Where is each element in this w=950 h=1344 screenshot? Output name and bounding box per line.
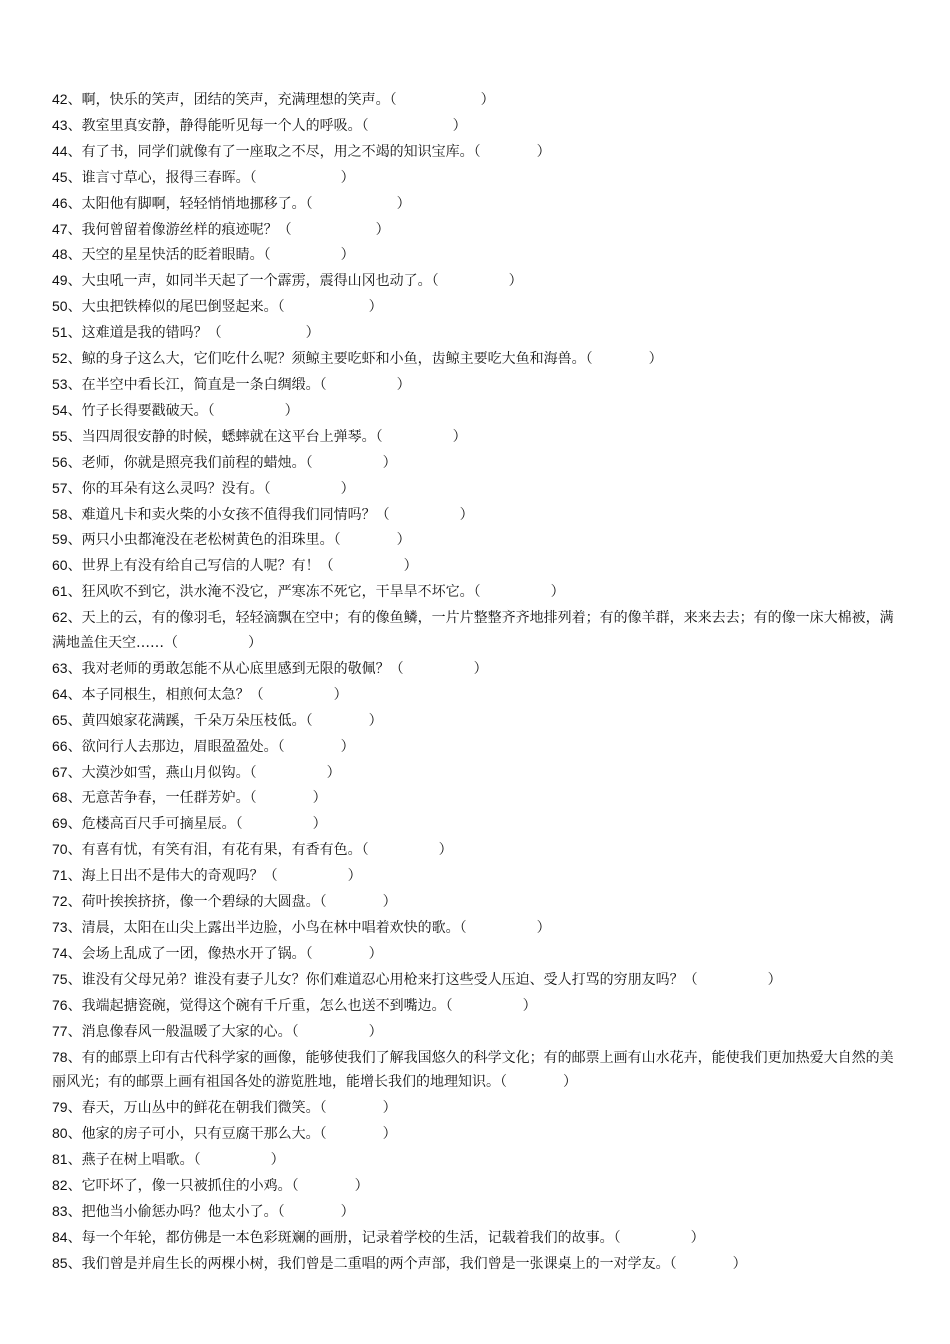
exercise-item — [52, 217, 902, 243]
item-sentence: 会场上乱成了一团，像热水开了锅。（ ） — [81, 945, 383, 962]
item-sentence: 荷叶挨挨挤挤，像一个碧绿的大圆盘。（ ） — [81, 894, 397, 911]
item-sentence: 当四周很安静的时候，蟋蟀就在这平台上弹琴。（ ） — [81, 428, 467, 445]
item-number: 48、 — [52, 246, 82, 263]
item-sentence: 啊，快乐的笑声，团结的笑声，充满理想的笑声。（ ） — [81, 92, 495, 108]
item-sentence: 教室里真安静，静得能听见每一个人的呼吸。（ ） — [81, 117, 467, 134]
item-number: 58、 — [52, 505, 82, 522]
exercise-item — [52, 941, 902, 967]
exercise-item — [52, 605, 902, 656]
exercise-item — [52, 785, 902, 811]
item-sentence: 本子同根生，相煎何太急？（ ） — [81, 686, 348, 703]
item-sentence: 我何曾留着像游丝样的痕迹呢？（ ） — [81, 221, 390, 238]
exercise-item — [52, 811, 902, 837]
item-number: 52、 — [52, 350, 82, 367]
exercise-item — [52, 579, 902, 605]
exercise-item — [52, 1251, 902, 1277]
item-number: 66、 — [52, 737, 82, 754]
exercise-item — [52, 967, 902, 993]
item-sentence: 欲问行人去那边，眉眼盈盈处。（ ） — [81, 738, 355, 755]
exercise-item — [52, 837, 902, 863]
item-sentence: 有了书，同学们就像有了一座取之不尽，用之不竭的知识宝库。（ ） — [81, 143, 551, 160]
item-sentence: 它吓坏了，像一只被抓住的小鸡。（ ） — [81, 1178, 369, 1195]
item-sentence: 有喜有忧，有笑有泪，有花有果，有香有色。（ ） — [81, 842, 453, 859]
exercise-item — [52, 993, 902, 1019]
item-sentence: 无意苦争春，一任群芳妒。（ ） — [81, 790, 327, 807]
item-sentence: 难道凡卡和卖火柴的小女孩不值得我们同情吗？（ ） — [81, 506, 474, 523]
exercise-item — [52, 527, 902, 553]
item-number: 45、 — [52, 168, 82, 185]
exercise-item — [52, 734, 902, 760]
item-sentence: 世界上有没有给自己写信的人呢？有！（ ） — [81, 558, 418, 575]
item-sentence: 天空的星星快活的眨着眼睛。（ ） — [81, 247, 355, 264]
exercise-item — [52, 760, 902, 786]
item-number: 78、 — [52, 1048, 82, 1065]
exercise-item — [52, 1019, 902, 1045]
item-number: 61、 — [52, 583, 82, 600]
item-number: 76、 — [52, 996, 82, 1013]
item-number: 68、 — [52, 789, 82, 806]
item-number: 67、 — [52, 763, 82, 780]
item-sentence: 燕子在树上唱歌。（ ） — [81, 1152, 285, 1169]
exercise-item — [52, 553, 902, 579]
item-number: 70、 — [52, 841, 82, 858]
item-sentence: 你的耳朵有这么灵吗？没有。（ ） — [81, 480, 355, 497]
item-number: 65、 — [52, 711, 82, 728]
item-sentence: 清晨，太阳在山尖上露出半边脸，小鸟在林中唱着欢快的歌。（ ） — [81, 920, 551, 936]
item-number: 53、 — [52, 375, 82, 392]
item-sentence: 危楼高百尺手可摘星辰。（ ） — [81, 816, 327, 833]
exercise-item — [52, 294, 902, 320]
item-number: 60、 — [52, 557, 82, 574]
exercise-item — [52, 1121, 902, 1147]
exercise-item — [52, 656, 902, 682]
item-number: 85、 — [52, 1254, 82, 1271]
item-number: 49、 — [52, 272, 82, 289]
item-sentence: 谁没有父母兄弟？谁没有妻子儿女？你们难道忍心用枪来打这些受人压迫、受人打骂的穷朋友吗？（ ） — [81, 971, 782, 988]
item-sentence: 消息像春风一般温暖了大家的心。（ ） — [81, 1023, 383, 1040]
item-sentence: 把他当小偷惩办吗？他太小了。（ ） — [81, 1203, 355, 1220]
item-number: 47、 — [52, 220, 82, 237]
exercise-item — [52, 139, 902, 165]
item-number: 83、 — [52, 1202, 82, 1219]
item-sentence: 大虫把铁棒似的尾巴倒竖起来。（ ） — [81, 299, 383, 316]
item-number: 50、 — [52, 298, 82, 315]
item-number: 84、 — [52, 1228, 82, 1245]
item-sentence: 谁言寸草心，报得三春晖。（ ） — [81, 169, 355, 186]
exercise-item — [52, 268, 902, 294]
item-number: 75、 — [52, 970, 82, 987]
exercise-item — [52, 242, 902, 268]
item-number: 64、 — [52, 685, 82, 702]
exercise-item — [52, 165, 902, 191]
exercise-item — [52, 1199, 902, 1225]
exercise-item — [52, 113, 902, 139]
exercise-item — [52, 889, 902, 915]
item-number: 81、 — [52, 1151, 82, 1168]
exercise-item — [52, 682, 902, 708]
item-sentence: 他家的房子可小，只有豆腐干那么大。（ ） — [81, 1126, 397, 1143]
exercise-item — [52, 1173, 902, 1199]
item-sentence: 这难道是我的错吗？（ ） — [81, 325, 320, 342]
item-number: 43、 — [52, 116, 82, 133]
item-number: 55、 — [52, 427, 82, 444]
item-number: 69、 — [52, 815, 82, 832]
exercise-list — [52, 87, 902, 1277]
item-sentence: 狂风吹不到它，洪水淹不没它，严寒冻不死它，干旱旱不坏它。（ ） — [81, 584, 565, 601]
item-sentence: 鲸的身子这么大，它们吃什么呢？须鲸主要吃虾和小鱼，齿鲸主要吃大鱼和海兽。（ ） — [81, 351, 663, 368]
exercise-item — [52, 708, 902, 734]
exercise-item — [52, 1095, 902, 1121]
exercise-item — [52, 372, 902, 398]
item-number: 46、 — [52, 194, 82, 211]
item-number: 73、 — [52, 919, 82, 935]
item-number: 77、 — [52, 1022, 82, 1039]
exercise-item — [52, 191, 902, 217]
item-sentence: 老师，你就是照亮我们前程的蜡烛。（ ） — [81, 454, 397, 471]
item-number: 63、 — [52, 659, 82, 676]
item-sentence: 竹子长得要戳破天。（ ） — [81, 402, 299, 419]
exercise-item — [52, 502, 902, 528]
item-sentence: 大虫吼一声，如同半天起了一个霹雳，震得山冈也动了。（ ） — [81, 273, 523, 290]
exercise-item — [52, 476, 902, 502]
item-number: 82、 — [52, 1177, 82, 1194]
item-number: 57、 — [52, 479, 82, 496]
item-sentence: 春天，万山丛中的鲜花在朝我们微笑。（ ） — [81, 1100, 397, 1117]
item-sentence: 我端起搪瓷碗，觉得这个碗有千斤重，怎么也送不到嘴边。（ ） — [81, 997, 537, 1014]
item-sentence: 我们曾是并肩生长的两棵小树，我们曾是二重唱的两个声部，我们曾是一张课桌上的一对学友。（ ） — [81, 1255, 747, 1272]
item-number: 54、 — [52, 401, 82, 418]
item-sentence: 在半空中看长江，简直是一条白绸缎。（ ） — [81, 376, 411, 393]
item-number: 80、 — [52, 1125, 82, 1142]
item-number: 72、 — [52, 893, 82, 910]
exercise-item — [52, 320, 902, 346]
item-number: 71、 — [52, 867, 82, 884]
exercise-item — [52, 1045, 902, 1096]
item-number: 51、 — [52, 324, 82, 341]
item-number: 59、 — [52, 531, 82, 548]
item-sentence: 海上日出不是伟大的奇观吗？（ ） — [81, 868, 362, 885]
item-number: 44、 — [52, 142, 82, 159]
exercise-item — [52, 1147, 902, 1173]
item-sentence: 天上的云，有的像羽毛，轻轻滴飘在空中；有的像鱼鳞，一片片整整齐齐地排列着；有的像羊群，来来去去；有的像一床大棉被，满满地盖住天空……（ ） — [52, 610, 894, 652]
item-sentence: 两只小虫都淹没在老松树黄色的泪珠里。（ ） — [81, 532, 411, 549]
item-sentence: 大漠沙如雪，燕山月似钩。（ ） — [81, 764, 341, 781]
item-sentence: 太阳他有脚啊，轻轻悄悄地挪移了。（ ） — [81, 195, 411, 212]
exercise-item — [52, 863, 902, 889]
item-sentence: 有的邮票上印有古代科学家的画像，能够使我们了解我国悠久的科学文化；有的邮票上画有山水花卉，能使我们更加热爱大自然的美丽风光；有的邮票上画有祖国各处的游览胜地，能增长我们的地理知识。（ ） — [52, 1049, 894, 1091]
item-number: 42、 — [52, 91, 82, 107]
exercise-item — [52, 346, 902, 372]
item-sentence: 黄四娘家花满蹊，千朵万朵压枝低。（ ） — [81, 712, 383, 729]
item-number: 74、 — [52, 944, 82, 961]
exercise-item — [52, 398, 902, 424]
item-sentence: 我对老师的勇敢怎能不从心底里感到无限的敬佩？（ ） — [81, 660, 488, 677]
item-number: 79、 — [52, 1099, 82, 1116]
exercise-item — [52, 424, 902, 450]
item-sentence: 每一个年轮，都仿佛是一本色彩斑斓的画册，记录着学校的生活，记载着我们的故事。（ ） — [81, 1229, 705, 1246]
item-number: 56、 — [52, 453, 82, 470]
exercise-item — [52, 87, 902, 113]
exercise-item — [52, 1225, 902, 1251]
item-number: 62、 — [52, 609, 82, 626]
exercise-item — [52, 915, 902, 941]
exercise-item — [52, 450, 902, 476]
